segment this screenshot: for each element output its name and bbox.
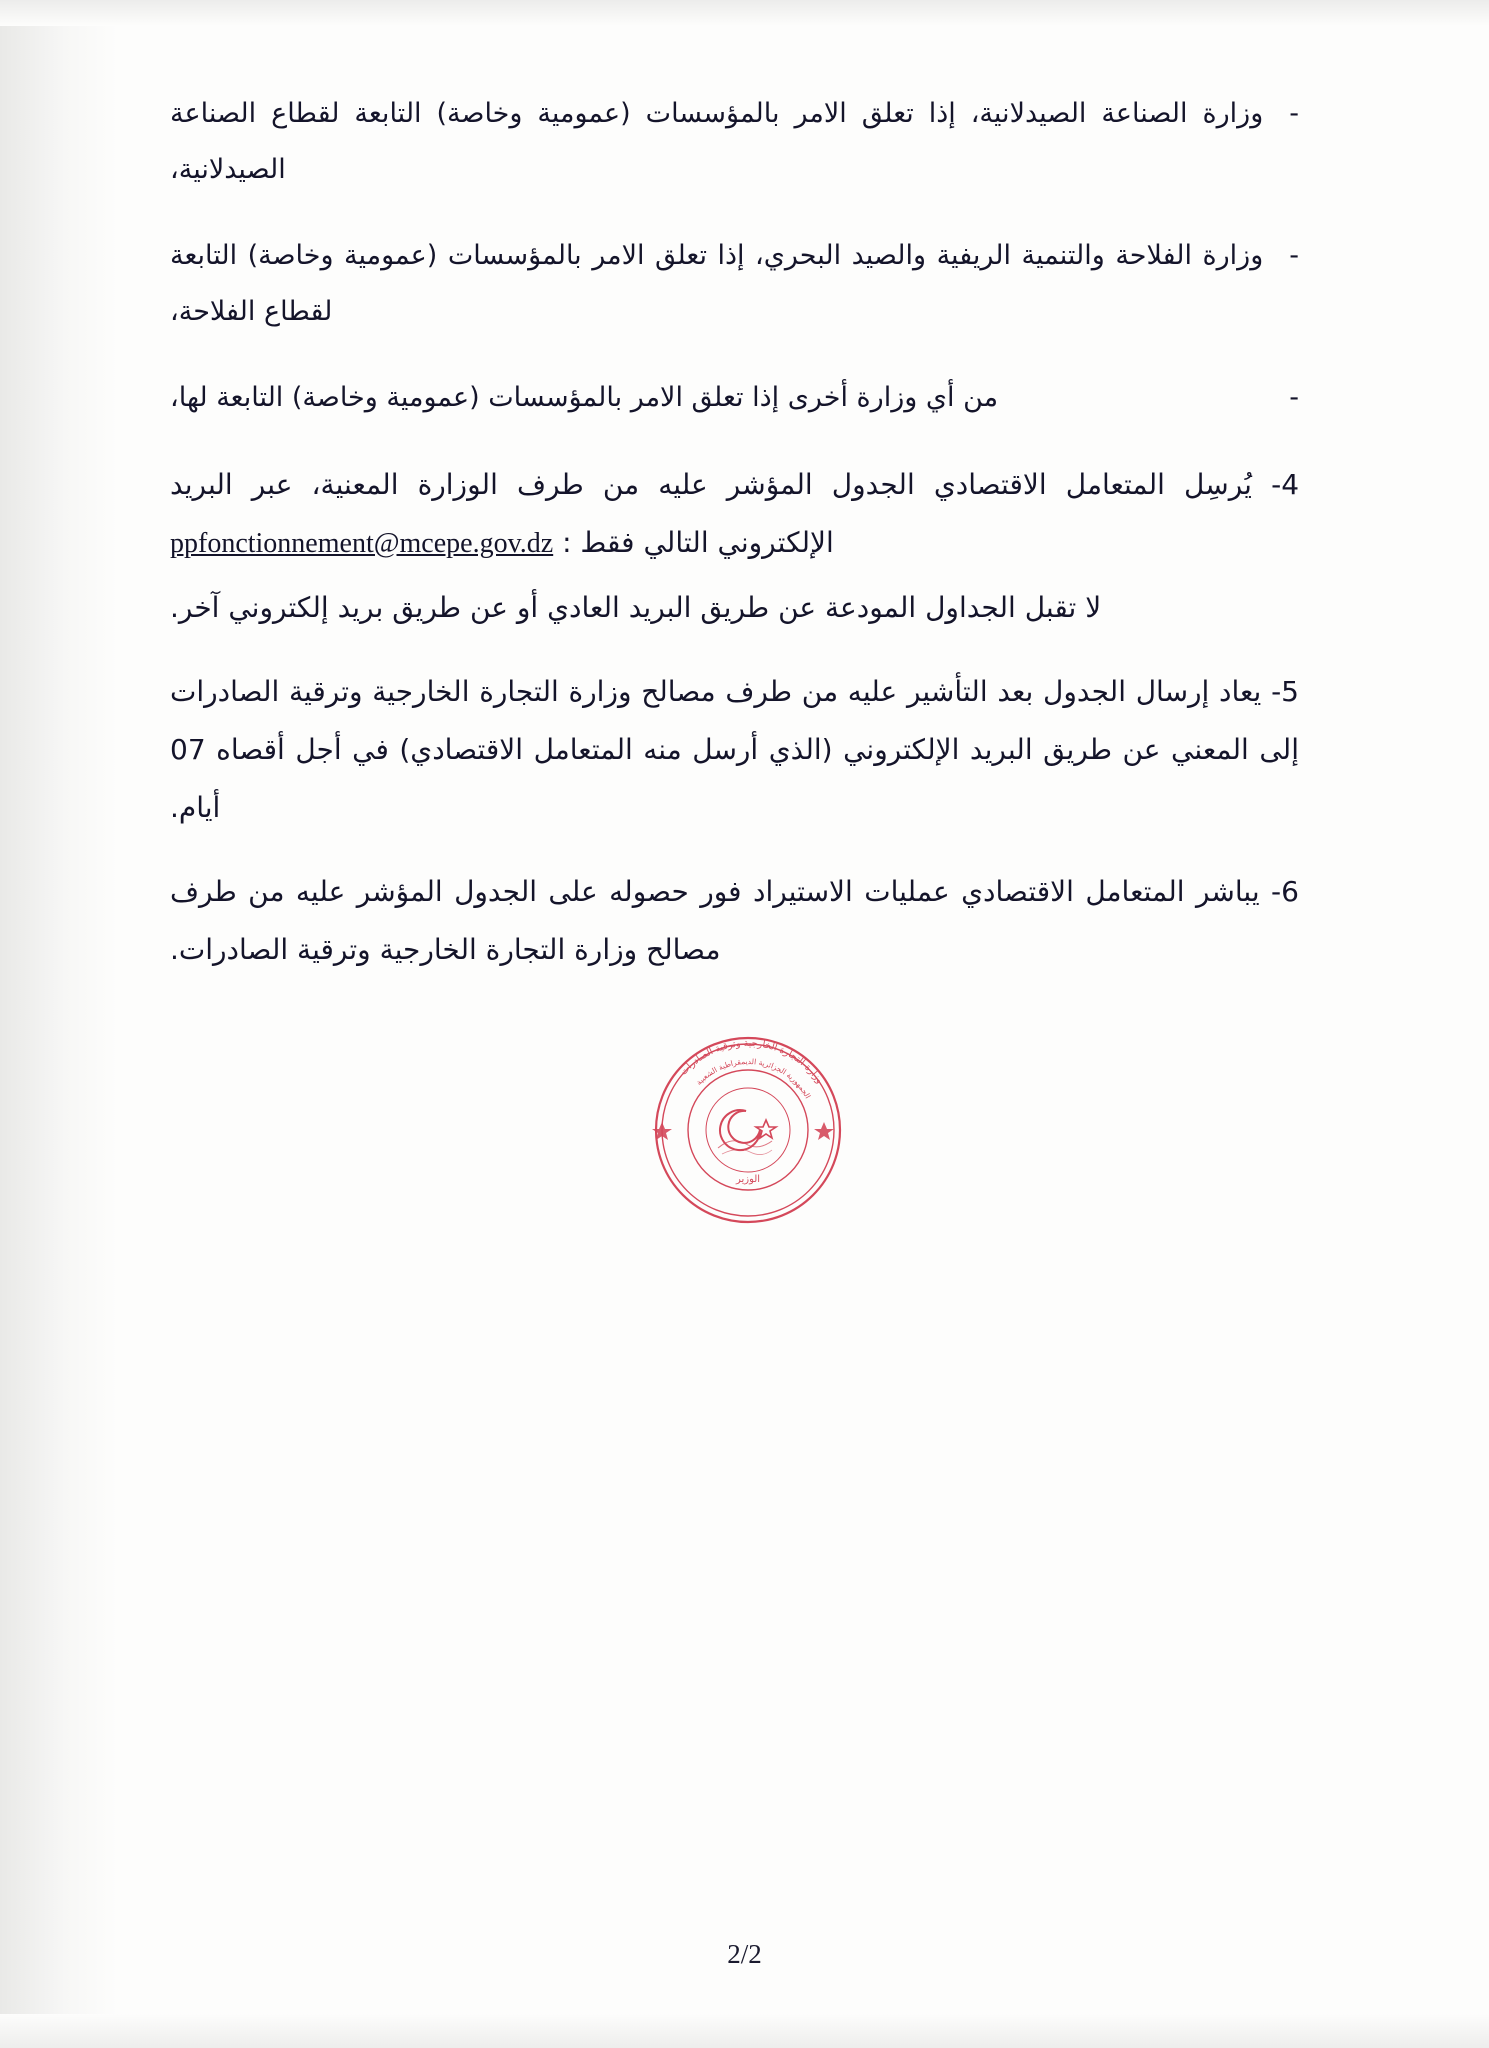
bullet-dash: - [1289, 98, 1299, 129]
bullet-text: من أي وزارة أخرى إذا تعلق الامر بالمؤسسات (عمومية وخاصة) التابعة لها، [170, 382, 999, 413]
document-body [170, 86, 1299, 1005]
scan-edge-left [0, 0, 118, 2048]
bullet-dash: - [1289, 382, 1299, 413]
svg-text:الوزير: الوزير [735, 1174, 761, 1185]
scan-edge-top [0, 0, 1489, 26]
item-text: يباشر المتعامل الاقتصادي عمليات الاستيراد فور حصوله على الجدول المؤشر عليه من طرف مصالح وزارة التجارة الخارجية وترقية الصادرات. [170, 875, 1260, 966]
item-number: 6- [1271, 875, 1299, 908]
list-item [170, 86, 1299, 198]
svg-text:الجمهورية الجزائرية الديمقراطي: الجمهورية الجزائرية الديمقراطية الشعبية [694, 1056, 813, 1101]
item-number: 5- [1271, 675, 1299, 708]
numbered-item-4 [170, 456, 1299, 573]
email-link[interactable]: ppfonctionnement@mcepe.gov.dz [170, 528, 554, 559]
list-item [170, 370, 1299, 426]
item-4-note: لا تقبل الجداول المودعة عن طريق البريد العادي أو عن طريق بريد إلكتروني آخر. [170, 591, 1102, 624]
item-number: 4- [1271, 468, 1300, 501]
scan-edge-bottom [0, 2014, 1489, 2048]
bullet-dash: - [1289, 240, 1299, 271]
numbered-item-5 [170, 663, 1299, 837]
bullet-text: وزارة الفلاحة والتنمية الريفية والصيد البحري، إذا تعلق الامر بالمؤسسات (عمومية وخاصة) التابعة لقطاع الفلاحة، [170, 240, 1264, 327]
svg-text:وزارة التجارة الخارجية وترقية: وزارة التجارة الخارجية وترقية الصادرات [678, 1037, 825, 1086]
numbered-item-6 [170, 863, 1299, 979]
page-number: 2/2 [727, 1939, 762, 1969]
item-text: يُرسِل المتعامل الاقتصادي الجدول المؤشر عليه من طرف الوزارة المعنية، عبر البريد الإلكتروني التالي فقط : [170, 468, 1252, 559]
item-text: يعاد إرسال الجدول بعد التأشير عليه من طرف مصالح وزارة التجارة الخارجية وترقية الصادرات إلى المعني عن طريق البريد الإلكتروني (الذي أرسل منه المتعامل الاقتصادي) في أجل أقصاه 07 أيام. [170, 675, 1299, 824]
bullet-text: وزارة الصناعة الصيدلانية، إذا تعلق الامر بالمؤسسات (عمومية وخاصة) التابعة لقطاع الصناعة الصيدلانية، [170, 98, 1264, 185]
official-stamp [648, 1030, 848, 1230]
list-item [170, 228, 1299, 340]
